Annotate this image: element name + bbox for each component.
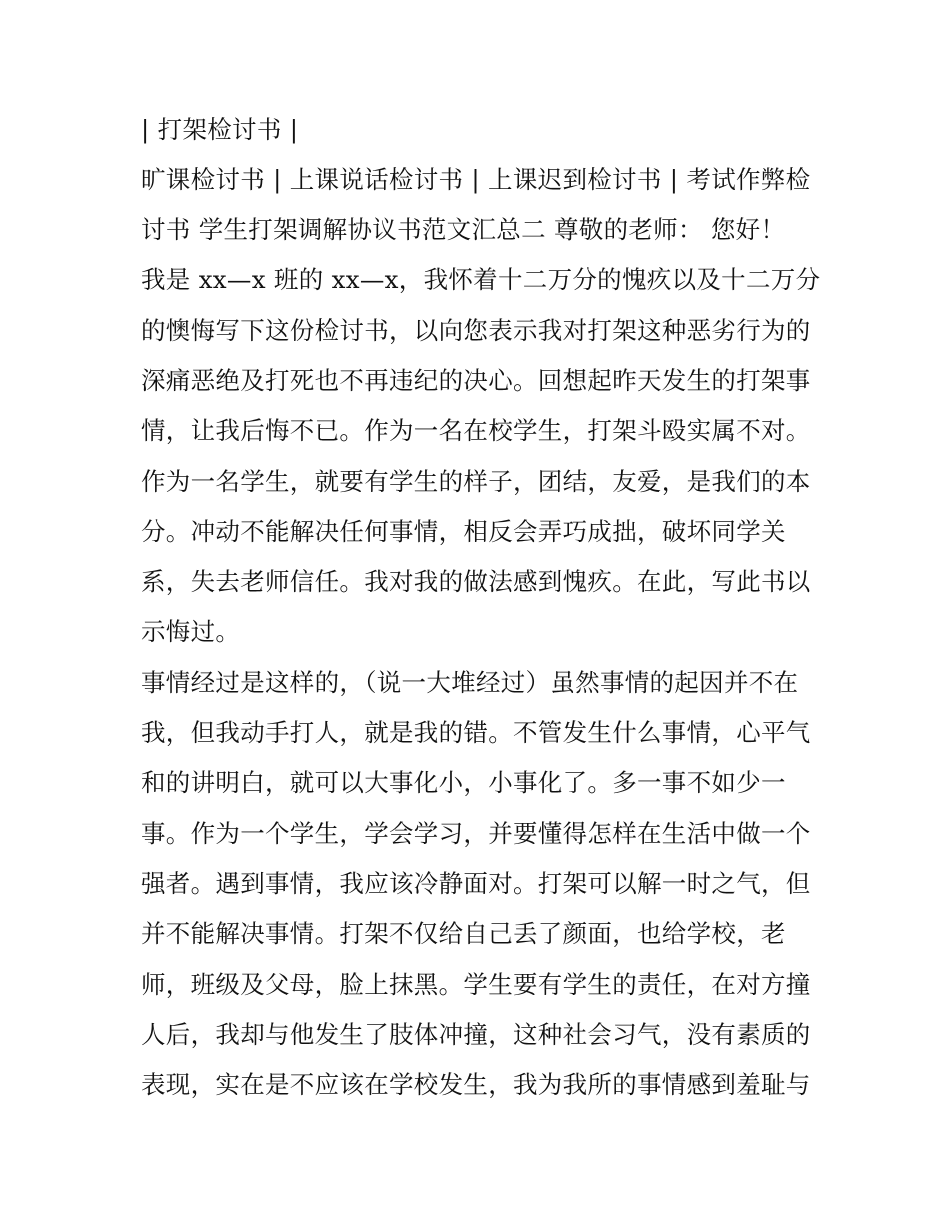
text-line: 事情经过是这样的，（说一大堆经过）虽然事情的起因并不在 (141, 668, 799, 697)
text-line: 强者。遇到事情，我应该冷静面对。打架可以解一时之气，但 (141, 869, 811, 898)
text-line: 作为一名学生，就要有学生的样子，团结，友爱，是我们的本 (141, 467, 811, 496)
text-line: 并不能解决事情。打架不仅给自己丢了颜面，也给学校，老 (141, 919, 786, 948)
text-line: 师，班级及父母，脸上抹黑。学生要有学生的责任，在对方撞 (141, 970, 811, 999)
text-line: 我是 xx—x 班的 xx—x，我怀着十二万分的愧疚以及十二万分 (141, 265, 821, 294)
text-line: 讨书 学生打架调解协议书范文汇总二 尊敬的老师： 您好！ (141, 215, 786, 244)
text-line: 示悔过。 (141, 617, 241, 646)
text-line: 系，失去老师信任。我对我的做法感到愧疚。在此，写此书以 (141, 567, 811, 596)
text-line: | 打架检讨书 | (141, 115, 299, 144)
text-line: 深痛恶绝及打死也不再违纪的决心。回想起昨天发生的打架事 (141, 366, 811, 395)
text-line: 事。作为一个学生，学会学习，并要懂得怎样在生活中做一个 (141, 819, 811, 848)
text-line: 和的讲明白，就可以大事化小，小事化了。多一事不如少一 (141, 768, 786, 797)
text-line: 人后，我却与他发生了肢体冲撞，这种社会习气，没有素质的 (141, 1020, 811, 1049)
text-line: 情，让我后悔不已。作为一名在校学生，打架斗殴实属不对。 (141, 416, 811, 445)
text-line: 分。冲动不能解决任何事情，相反会弄巧成拙，破坏同学关 (141, 517, 786, 546)
text-line: 的懊悔写下这份检讨书，以向您表示我对打架这种恶劣行为的 (141, 316, 811, 345)
text-line: 表现，实在是不应该在学校发生，我为我所的事情感到羞耻与 (141, 1070, 811, 1099)
text-line: 我，但我动手打人，就是我的错。不管发生什么事情，心平气 (141, 718, 811, 747)
text-line: 旷课检讨书 | 上课说话检讨书 | 上课迟到检讨书 | 考试作弊检 (141, 165, 811, 194)
